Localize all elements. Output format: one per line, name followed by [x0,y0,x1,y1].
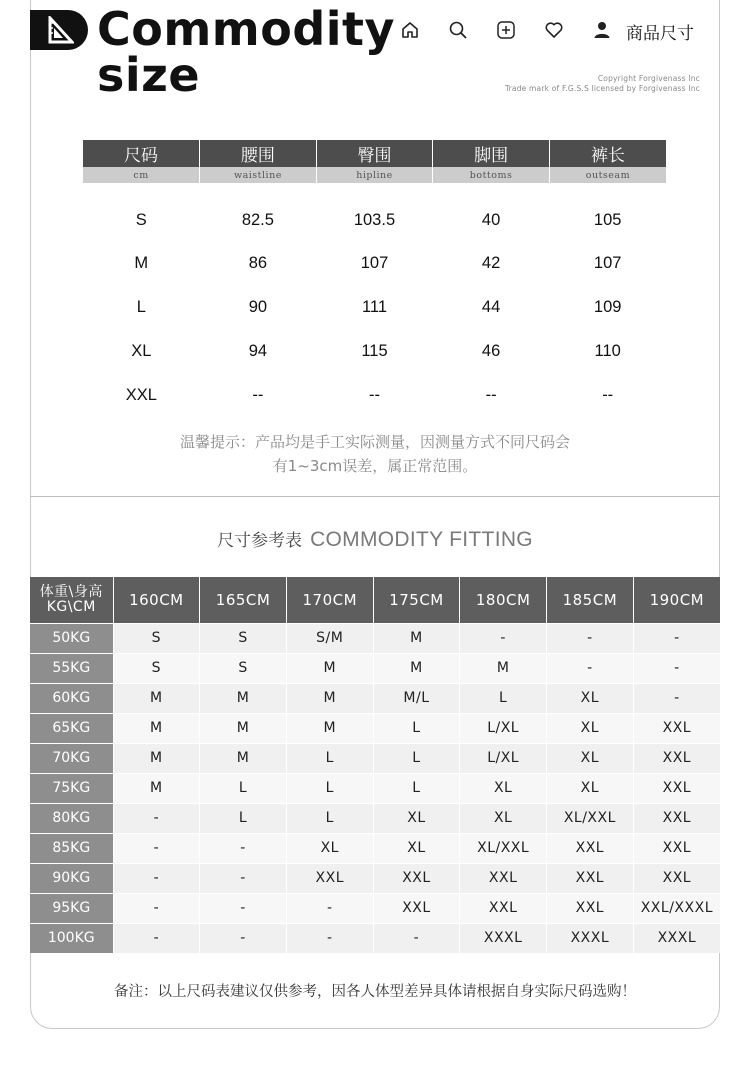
add-icon[interactable] [494,18,518,42]
column-header-waist: 腰围 [200,140,317,167]
weight-row-header: 55KG [30,653,113,683]
fitting-title-zh: 尺寸参考表 [217,531,303,551]
height-column-header: 165CM [200,577,287,623]
height-column-header: 180CM [460,577,547,623]
table-cell: XXL [125,385,157,404]
weight-row-header: 85KG [30,833,113,863]
table-cell: - [286,893,373,923]
column-header-bottoms: 脚围 [433,140,550,167]
table-cell: - [113,923,200,953]
table-cell: 82.5 [241,210,274,229]
table-cell: XL [547,683,634,713]
table-row [30,833,720,863]
column-subheader-bottoms: bottoms [433,167,550,183]
section-divider [30,496,720,497]
table-cell: M [460,653,547,683]
corner-header [30,577,113,623]
table-cell: - [460,623,547,653]
column-subheader-hipline: hipline [316,167,433,183]
table-cell: XXL [633,713,720,743]
heart-icon[interactable] [542,18,566,42]
weight-row-header: 90KG [30,863,113,893]
height-column-header: 185CM [547,577,634,623]
table-cell: - [633,653,720,683]
table-row [30,863,720,893]
table-row [83,329,666,373]
table-cell: M/L [373,683,460,713]
table-cell: M [200,713,287,743]
table-cell: -- [602,385,614,404]
table-cell: 46 [481,341,501,360]
table-cell: 86 [248,253,268,272]
table-cell: 110 [594,341,621,360]
table-cell: M [134,253,149,272]
table-row [30,893,720,923]
table-cell: 94 [248,341,268,360]
table-cell: - [200,863,287,893]
table-cell: XL [547,713,634,743]
title-line-1: Commodity [97,2,395,56]
table-row [30,803,720,833]
table-row [83,241,666,285]
table-cell: L [460,683,547,713]
brand-logo [30,10,88,50]
table-row [30,743,720,773]
table-cell: - [547,653,634,683]
table-cell: - [633,623,720,653]
table-row [30,773,720,803]
table-cell: S [135,210,147,229]
table-cell: - [373,923,460,953]
table-cell: S [113,653,200,683]
table-cell: L [373,773,460,803]
weight-row-header: 60KG [30,683,113,713]
table-cell: L [286,803,373,833]
table-cell: XXXL [547,923,634,953]
table-cell: M [286,713,373,743]
table-cell: - [547,623,634,653]
table-cell: 111 [361,297,388,316]
tip-line-1: 温馨提示：产品均是手工实际测量，因测量方式不同尺码会 [179,433,570,451]
table-cell: S [113,623,200,653]
table-cell: M [113,743,200,773]
table-cell: - [200,923,287,953]
table-cell: XXL [373,893,460,923]
height-column-header: 190CM [633,577,720,623]
weight-row-header: 80KG [30,803,113,833]
table-cell: - [113,863,200,893]
table-row [30,683,720,713]
height-column-header: 160CM [113,577,200,623]
table-cell: L [286,773,373,803]
table-cell: S/M [286,623,373,653]
table-cell: 109 [593,297,622,316]
table-cell: M [286,653,373,683]
column-header-size: 尺码 [83,140,200,167]
table-cell: 44 [481,297,501,316]
table-cell: 105 [593,210,622,229]
table-row [83,183,666,241]
table-cell: -- [368,385,380,404]
table-row [83,373,666,417]
height-column-header: 170CM [286,577,373,623]
table-cell: XL [131,341,152,360]
table-cell: M [113,773,200,803]
user-icon[interactable] [590,18,614,42]
column-subheader-waistline: waistline [200,167,317,183]
table-cell: XXL [547,863,634,893]
table-cell: L [286,743,373,773]
size-measurement-table [83,140,666,417]
table-cell: L [373,713,460,743]
table-cell: XL [547,743,634,773]
table-cell: XL [373,833,460,863]
table-cell: XXL [547,833,634,863]
table-cell: - [200,893,287,923]
table-cell: XXXL [460,923,547,953]
table-cell: -- [252,385,264,404]
table-cell: 42 [481,253,501,272]
title-line-2: size [97,48,201,102]
fitting-reference-table [30,577,720,953]
table-row [30,923,720,953]
table-row [30,653,720,683]
copyright-line-2: Trade mark of F.G.S.S licensed by Forgivenass Inc [504,83,700,93]
table-cell: XL [460,803,547,833]
fitting-section-title [30,526,720,552]
table-cell: M [200,683,287,713]
table-cell: XXL [460,863,547,893]
table-cell: - [286,923,373,953]
column-subheader-outseam: outseam [549,167,666,183]
column-header-hip: 臀围 [316,140,433,167]
weight-row-header: 50KG [30,623,113,653]
table-cell: XXL [633,773,720,803]
table-cell: XL [460,773,547,803]
nav-label-commodity-size[interactable]: 商品尺寸 [626,24,694,44]
table-cell: M [373,623,460,653]
table-cell: 107 [360,253,389,272]
height-column-header: 175CM [373,577,460,623]
table-cell: XXL [286,863,373,893]
ruler-triangle-icon [48,16,74,44]
table-cell: M [113,713,200,743]
remark-note: 备注：以上尺码表建议仅供参考，因各人体型差异具体请根据自身实际尺码选购！ [114,984,636,1000]
table-cell: - [200,833,287,863]
table-cell: M [286,683,373,713]
weight-row-header: 75KG [30,773,113,803]
table-cell: XXL [633,803,720,833]
table-row [83,285,666,329]
table-cell: XXL [633,833,720,863]
weight-row-header: 100KG [30,923,113,953]
table-cell: S [200,653,287,683]
table-cell: XXXL [633,923,720,953]
search-icon[interactable] [446,18,470,42]
table-cell: - [633,683,720,713]
table-cell: XXL [633,863,720,893]
table-cell: XXL [460,893,547,923]
table-cell: L [373,743,460,773]
copyright-notice [505,74,700,93]
table-cell: - [113,893,200,923]
measurement-tip [30,430,720,478]
table-cell: XXL [373,863,460,893]
table-cell: -- [485,385,497,404]
table-cell: L/XL [460,713,547,743]
tip-line-2: 有1~3cm误差，属正常范围。 [272,457,478,475]
table-cell: 115 [361,341,388,360]
table-cell: L [136,297,146,316]
table-cell: S [200,623,287,653]
table-cell: XXL/XXXL [633,893,720,923]
column-subheader-cm: cm [83,167,200,183]
table-cell: XL [373,803,460,833]
table-cell: XL/XXL [547,803,634,833]
table-row [30,713,720,743]
table-cell: M [113,683,200,713]
table-cell: XL [547,773,634,803]
table-cell: XL [286,833,373,863]
column-header-length: 裤长 [549,140,666,167]
table-cell: 103.5 [353,210,396,229]
table-cell: L [200,773,287,803]
table-cell: 90 [248,297,268,316]
table-cell: 107 [593,253,622,272]
table-cell: 40 [481,210,501,229]
table-cell: XXL [633,743,720,773]
weight-row-header: 65KG [30,713,113,743]
corner-header-line-1: 体重\身高 [39,583,103,600]
header-icon-bar [398,18,614,42]
page-title [97,2,395,102]
table-cell: - [113,833,200,863]
table-cell: XL/XXL [460,833,547,863]
fitting-title-en: COMMODITY FITTING [310,528,533,551]
copyright-line-1: Copyright Forgivenass Inc [597,74,700,83]
home-icon[interactable] [398,18,422,42]
corner-header-line-2: KG\CM [46,598,96,615]
weight-row-header: 70KG [30,743,113,773]
weight-row-header: 95KG [30,893,113,923]
table-cell: L [200,803,287,833]
table-cell: - [113,803,200,833]
table-cell: M [373,653,460,683]
table-cell: M [200,743,287,773]
table-cell: L/XL [460,743,547,773]
table-row [30,623,720,653]
table-cell: XXL [547,893,634,923]
